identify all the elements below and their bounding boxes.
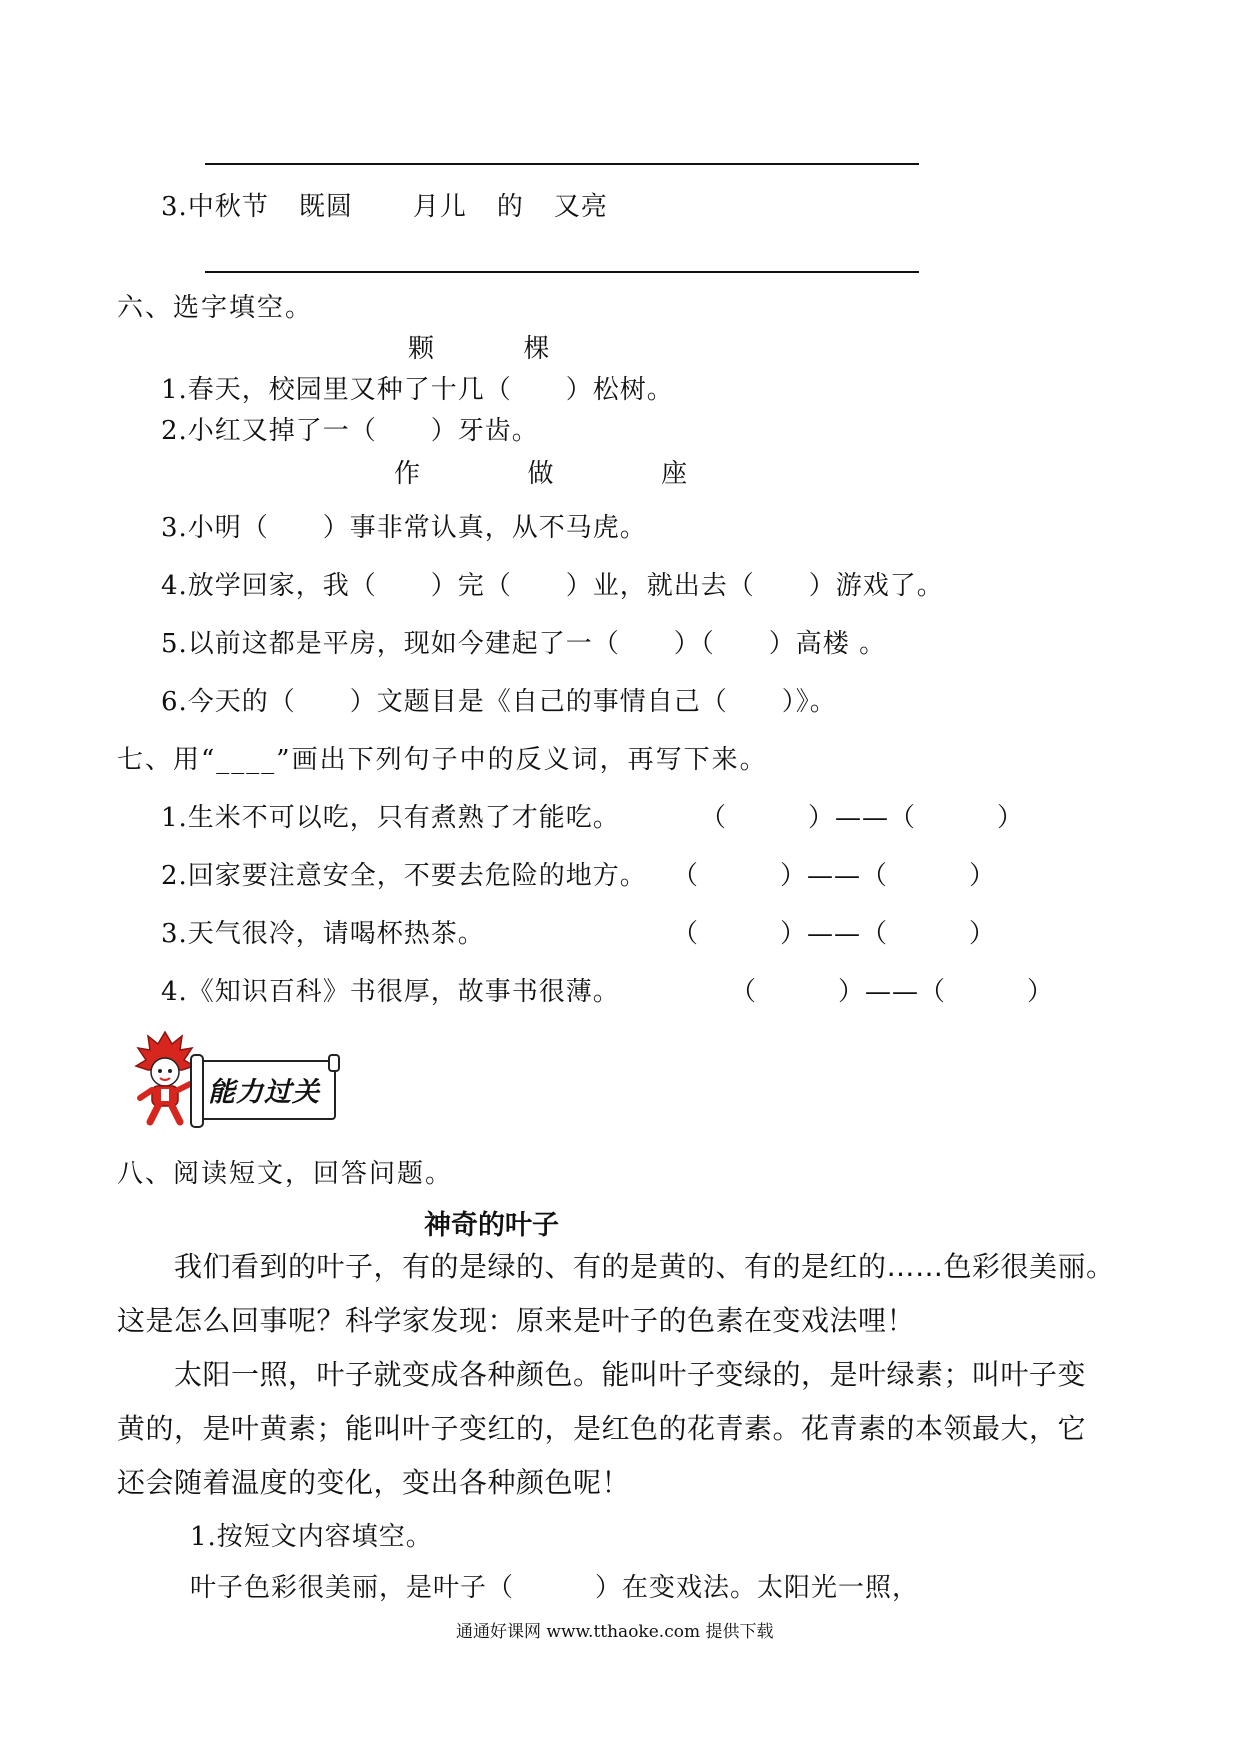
passage-line: 黄的，是叶黄素；能叫叶子变红的，是红色的花青素。花青素的本领最大，它 — [117, 1412, 1087, 1445]
antonym-sentence: 3.天气很冷，请喝杯热茶。 — [161, 919, 485, 949]
section-7-heading: 七、用“____”画出下列句子中的反义词，再写下来。 — [117, 745, 768, 775]
passage-line: 这是怎么回事呢？科学家发现：原来是叶子的色素在变戏法哩！ — [117, 1304, 916, 1337]
answer-line-2 — [205, 271, 919, 273]
choice-char: 作 — [394, 459, 422, 489]
page-footer: 通通好课网 www.tthaoke.com 提供下载 — [456, 1622, 774, 1642]
word-tile: 中秋节 — [187, 192, 269, 222]
antonym-sentence: 1.生米不可以吃，只有煮熟了才能吃。 — [161, 803, 620, 833]
choice-char: 颗 — [408, 334, 436, 364]
question-6-6: 6.今天的（ ）文题目是《自己的事情自己（ ）》。 — [161, 687, 837, 717]
answer-line-1 — [205, 163, 919, 165]
badge-label: 能力过关 — [208, 1077, 320, 1108]
antonym-blanks: （ ）——（ ） — [672, 919, 997, 949]
question-6-3: 3.小明（ ）事非常认真，从不马虎。 — [161, 513, 647, 543]
question-5-3 — [161, 186, 608, 223]
antonym-blanks: （ ）——（ ） — [730, 977, 1055, 1007]
section-8-heading: 八、阅读短文，回答问题。 — [117, 1159, 454, 1189]
choice-char: 做 — [527, 459, 555, 489]
antonym-sentence: 4.《知识百科》书很厚，故事书很薄。 — [161, 977, 620, 1007]
choice-char: 座 — [661, 459, 689, 489]
choice-char: 棵 — [523, 334, 551, 364]
char-choices-2 — [394, 453, 688, 490]
question-6-4: 4.放学回家，我（ ）完（ ）业，就出去（ ）游戏了。 — [161, 571, 944, 601]
question-6-2: 2.小红又掉了一（ ）牙齿。 — [161, 416, 539, 446]
question-number: 3. — [161, 192, 188, 222]
passage-line: 还会随着温度的变化，变出各种颜色呢！ — [117, 1466, 631, 1499]
word-tile: 的 — [496, 192, 524, 222]
passage-title: 神奇的叶子 — [424, 1210, 559, 1241]
antonym-blanks: （ ）——（ ） — [672, 861, 997, 891]
mascot-icon — [132, 1028, 198, 1126]
antonym-blanks: （ ）——（ ） — [700, 803, 1025, 833]
section-badge — [190, 1060, 336, 1120]
word-tile: 又亮 — [553, 192, 608, 222]
passage-line: 我们看到的叶子，有的是绿的、有的是黄的、有的是红的……色彩很美丽。 — [174, 1250, 1115, 1283]
question-6-5: 5.以前这都是平房，现如今建起了一（ ）（ ）高楼 。 — [161, 629, 887, 659]
question-8-1: 1.按短文内容填空。 — [190, 1522, 433, 1552]
antonym-sentence: 2.回家要注意安全，不要去危险的地方。 — [161, 861, 647, 891]
word-tile: 月儿 — [412, 192, 467, 222]
char-choices-1 — [408, 328, 551, 365]
question-6-1: 1.春天，校园里又种了十几（ ）松树。 — [161, 375, 674, 405]
word-tile: 既圆 — [298, 192, 353, 222]
passage-line: 太阳一照，叶子就变成各种颜色。能叫叶子变绿的，是叶绿素；叫叶子变 — [174, 1358, 1087, 1391]
section-6-heading: 六、选字填空。 — [117, 293, 314, 323]
question-8-1-fill: 叶子色彩很美丽，是叶子（ ）在变戏法。太阳光一照， — [190, 1573, 920, 1603]
